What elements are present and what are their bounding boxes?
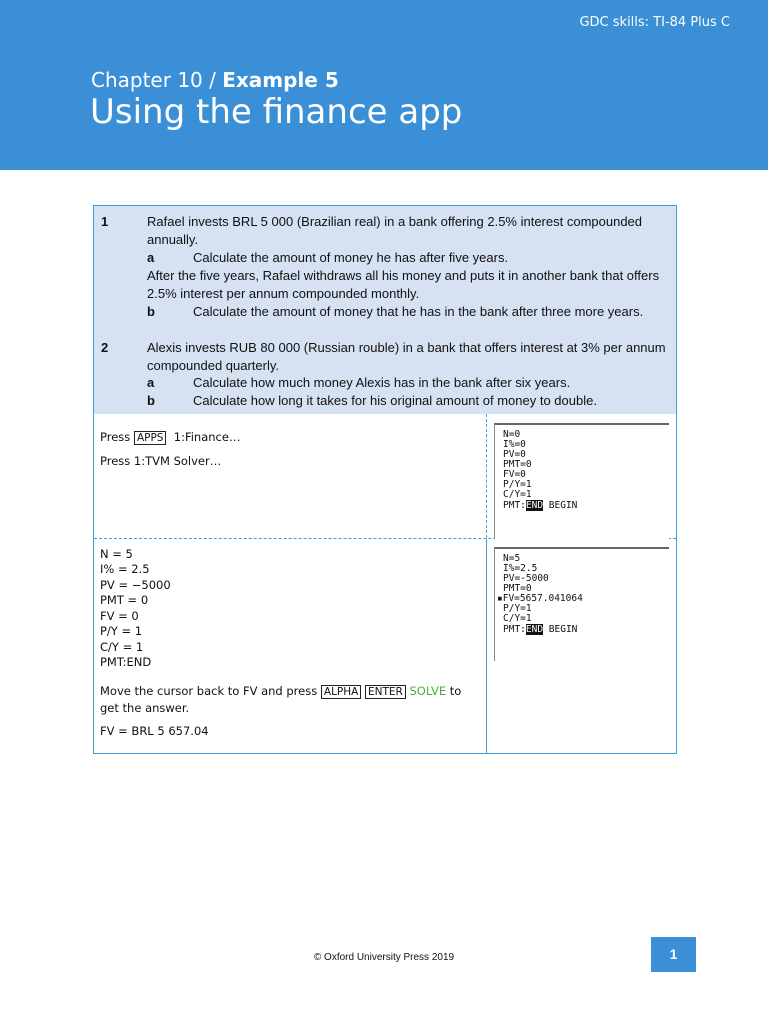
step-1-row [94,414,676,539]
value-line: FV = 0 [100,609,139,623]
screen-1-line: PV=0 [503,449,526,460]
end-highlight: END [525,624,544,635]
move-text: Move the cursor back to FV and press [100,684,318,698]
screen-1-line: PMT=0 [503,459,532,470]
screen-1-line: P/Y=1 [503,479,532,490]
question-1a-label: a [147,250,155,265]
question-2-number: 2 [101,340,109,355]
begin-label: BEGIN [543,500,578,511]
screen-2-line: C/Y=1 [503,613,532,624]
value-line: PV = −5000 [100,578,171,592]
screen-2-pmt-line [503,625,577,635]
copyright-footer: © Oxford University Press 2019 [313,952,455,963]
screen-1-pmt-line [503,501,577,511]
step-2-row [94,539,676,753]
value-line: I% = 2.5 [100,562,150,576]
pmt-prefix: PMT: [503,500,526,511]
chapter-heading [91,68,339,92]
gdc-skills-label: GDC skills: TI-84 Plus C [579,15,730,30]
value-line: PMT:END [100,655,152,669]
problem-statement [94,206,676,414]
question-2-text: Alexis invests RUB 80 000 (Russian rouble) in a bank that offers interest at 3% per annum compounded quarterly. [147,340,666,373]
screen-2-line: I%=2.5 [503,563,538,574]
divider [486,414,487,538]
end-highlight: END [525,500,544,511]
question-2b-label: b [147,393,155,408]
fv-answer: FV = BRL 5 657.04 [100,724,209,738]
question-1-middle-text: After the five years, Rafael withdraws all his money and puts it in another bank that offers 2.5% interest per annum compounded monthly. [147,268,660,301]
question-1b-text: Calculate the amount of money that he has in the bank after three more years. [193,304,644,319]
page-title: Using the finance app [90,92,463,132]
value-line: P/Y = 1 [100,624,143,638]
press-label: Press [100,430,131,444]
value-line: C/Y = 1 [100,640,144,654]
screen-1-line: I%=0 [503,439,526,450]
screen-2-line: N=5 [503,553,521,564]
question-2b-text: Calculate how long it takes for his original amount of money to double. [193,393,597,408]
begin-label: BEGIN [543,624,578,635]
enter-key: ENTER [365,685,406,699]
calculator-screen-2 [494,547,669,661]
screen-1-line: FV=0 [503,469,526,480]
apps-key: APPS [134,431,167,445]
question-1a-text: Calculate the amount of money he has after five years. [193,250,509,265]
example-box [93,205,677,754]
question-2a-label: a [147,375,155,390]
screen-2-line: ▪FV=5657.041064 [497,593,583,604]
question-2a-text: Calculate how much money Alexis has in the bank after six years. [193,375,571,390]
question-1-text: Rafael invests BRL 5 000 (Brazilian real) in a bank offering 2.5% interest compounded annually. [147,214,643,247]
step-1-press-apps [100,430,240,445]
value-line: PMT = 0 [100,593,149,607]
screen-2-line: P/Y=1 [503,603,532,614]
calculator-screen-1 [494,423,669,539]
step-1-tvm: Press 1:TVM Solver… [100,454,222,468]
screen-2-line: PMT=0 [503,583,532,594]
header-banner [0,0,768,170]
chapter-prefix: Chapter 10 / [91,68,223,92]
value-line: N = 5 [100,547,133,561]
pmt-prefix: PMT: [503,624,526,635]
page-number: 1 [651,937,696,972]
finance-option: 1:Finance… [173,430,241,444]
screen-1-line: C/Y=1 [503,489,532,500]
question-1-number: 1 [101,214,109,229]
screen-2-line: PV=-5000 [503,573,549,584]
divider [486,539,487,753]
step-2-instruction [100,684,461,699]
example-label: Example 5 [222,68,339,92]
alpha-key: ALPHA [321,685,361,699]
get-answer-text: get the answer. [100,701,190,715]
question-1b-label: b [147,304,155,319]
solve-label: SOLVE [409,684,447,698]
screen-1-line: N=0 [503,429,521,440]
to-text: to [446,684,462,698]
